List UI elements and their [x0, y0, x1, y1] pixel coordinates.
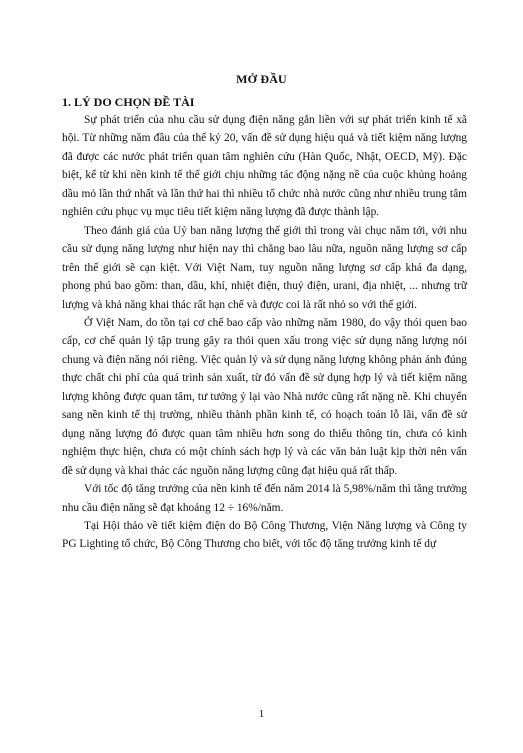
paragraph: Ở Việt Nam, do tồn tại cơ chế bao cấp vào những năm 1980, do vậy thói quen bao cấp, cơ chế quản lý tập trung gây ra thói quen xấu trong việc sử dụng năng lượng nói chung và điện năng nói riêng. Việc quản lý và sử dụng năng lượng không phản ánh đúng thực chất chi phí của quá trình sản xuất, từ đó vấn đề sử dụng hợp lý và tiết kiệm năng lượng không được quan tâm, tư tưởng ỷ lại vào Nhà nước cũng rất nặng nề. Khi chuyển sang nền kinh tế thị trường, nhiều thành phần kinh tế, có hoạch toán lỗ lãi, vấn đề sử dụng năng lượng đó được quan tâm nhiều hơn song do thiếu thông tin, chưa có kinh nghiệm thực hiện, chưa có một chính sách hợp lý và các văn bản luật kịp thời nên vấn đề sử dụng và khai thác các nguồn năng lượng cũng đạt hiệu quả rất thấp.: [62, 316, 467, 477]
document-title: MỞ ĐẦU: [236, 72, 287, 86]
paragraph: Theo đánh giá của Uỷ ban năng lượng thế giới thì trong vài chục năm tới, với nhu cầu sử dụng năng lượng như hiện nay thì chẳng bao lâu nữa, nguồn năng lượng sơ cấp trên thế giới sẽ cạn kiệt. Với Việt Nam, tuy nguồn năng lượng sơ cấp khá đa dạng, phong phú bao gồm: than, dầu, khí, nhiệt điện, thuỷ điện, urani, địa nhiệt, ... nhưng trữ lượng và khả năng khai thác rất hạn chế và được coi là rất nhỏ so với thế giới.: [62, 224, 467, 311]
document-body: [62, 111, 467, 554]
page-number: 1: [258, 708, 265, 720]
paragraph: Sự phát triển của nhu cầu sử dụng điện năng gắn liền với sự phát triển kinh tế xã hội. Từ những năm đầu của thế kỷ 20, vấn đề sử dụng hiệu quả và tiết kiệm năng lượng đã được các nước phát triển quan tâm nghiên cứu (Hàn Quốc, Nhật, OECD, Mỹ). Đặc biệt, kể từ khi nền kinh tế thế giới chịu những tác động nặng nề của cuộc khủng hoảng dầu mỏ lần thứ nhất và lần thứ hai thì nhiều tổ chức nhà nước cũng như nhiều trung tâm nghiên cứu phục vụ mục tiêu tiết kiệm năng lượng đã được thành lập.: [62, 114, 467, 219]
paragraph: Với tốc độ tăng trưởng của nền kinh tế đến năm 2014 là 5,98%/năm thì tăng trưởng nhu cầu điện năng sẽ đạt khoảng 12 ÷ 16%/năm.: [62, 483, 467, 514]
paragraph: Tại Hội thảo về tiết kiệm điện do Bộ Công Thương, Viện Năng lượng và Công ty PG Lighting tổ chức, Bộ Công Thương cho biết, với tốc độ tăng trưởng kinh tế dự: [62, 519, 467, 551]
section-heading: 1. LÝ DO CHỌN ĐỀ TÀI: [62, 95, 195, 109]
